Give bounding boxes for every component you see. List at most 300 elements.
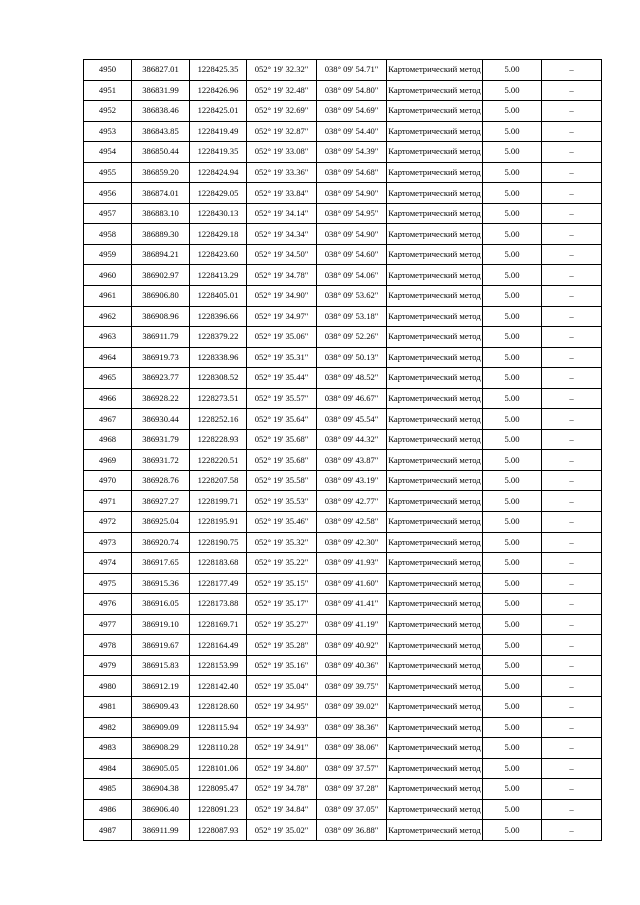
longitude-cell: 038° 09' 37.57"	[317, 758, 387, 779]
y-coordinate-cell: 1228425.01	[190, 101, 247, 122]
table-row	[84, 388, 602, 409]
y-coordinate-cell: 1228419.49	[190, 121, 247, 142]
point-number-cell: 4954	[84, 142, 132, 163]
table-row	[84, 491, 602, 512]
point-number-cell: 4983	[84, 738, 132, 759]
method-cell: Картометрический метод	[387, 203, 483, 224]
point-number-cell: 4967	[84, 409, 132, 430]
x-coordinate-cell: 386908.96	[132, 306, 190, 327]
longitude-cell: 038° 09' 41.93"	[317, 553, 387, 574]
latitude-cell: 052° 19' 33.08"	[247, 142, 317, 163]
latitude-cell: 052° 19' 34.91"	[247, 738, 317, 759]
latitude-cell: 052° 19' 35.15"	[247, 573, 317, 594]
x-coordinate-cell: 386827.01	[132, 60, 190, 81]
accuracy-cell: 5.00	[483, 203, 542, 224]
note-cell: –	[542, 409, 602, 430]
y-coordinate-cell: 1228142.40	[190, 676, 247, 697]
point-number-cell: 4951	[84, 80, 132, 101]
note-cell: –	[542, 265, 602, 286]
accuracy-cell: 5.00	[483, 265, 542, 286]
latitude-cell: 052° 19' 35.17"	[247, 594, 317, 615]
table-row	[84, 470, 602, 491]
longitude-cell: 038° 09' 54.90"	[317, 183, 387, 204]
point-number-cell: 4981	[84, 696, 132, 717]
y-coordinate-cell: 1228183.68	[190, 553, 247, 574]
method-cell: Картометрический метод	[387, 758, 483, 779]
note-cell: –	[542, 327, 602, 348]
method-cell: Картометрический метод	[387, 368, 483, 389]
longitude-cell: 038° 09' 53.18"	[317, 306, 387, 327]
latitude-cell: 052° 19' 35.58"	[247, 470, 317, 491]
note-cell: –	[542, 80, 602, 101]
longitude-cell: 038° 09' 54.80"	[317, 80, 387, 101]
note-cell: –	[542, 368, 602, 389]
x-coordinate-cell: 386912.19	[132, 676, 190, 697]
note-cell: –	[542, 429, 602, 450]
method-cell: Картометрический метод	[387, 532, 483, 553]
latitude-cell: 052° 19' 35.68"	[247, 429, 317, 450]
longitude-cell: 038° 09' 40.36"	[317, 655, 387, 676]
accuracy-cell: 5.00	[483, 327, 542, 348]
note-cell: –	[542, 101, 602, 122]
method-cell: Картометрический метод	[387, 244, 483, 265]
note-cell: –	[542, 450, 602, 471]
y-coordinate-cell: 1228424.94	[190, 162, 247, 183]
point-number-cell: 4970	[84, 470, 132, 491]
y-coordinate-cell: 1228101.06	[190, 758, 247, 779]
table-row	[84, 614, 602, 635]
longitude-cell: 038° 09' 41.19"	[317, 614, 387, 635]
latitude-cell: 052° 19' 33.36"	[247, 162, 317, 183]
longitude-cell: 038° 09' 43.87"	[317, 450, 387, 471]
point-number-cell: 4950	[84, 60, 132, 81]
accuracy-cell: 5.00	[483, 244, 542, 265]
table-row	[84, 799, 602, 820]
y-coordinate-cell: 1228087.93	[190, 820, 247, 841]
accuracy-cell: 5.00	[483, 553, 542, 574]
longitude-cell: 038° 09' 54.95"	[317, 203, 387, 224]
latitude-cell: 052° 19' 34.78"	[247, 265, 317, 286]
longitude-cell: 038° 09' 42.58"	[317, 512, 387, 533]
note-cell: –	[542, 717, 602, 738]
table-row	[84, 676, 602, 697]
method-cell: Картометрический метод	[387, 594, 483, 615]
method-cell: Картометрический метод	[387, 450, 483, 471]
accuracy-cell: 5.00	[483, 696, 542, 717]
longitude-cell: 038° 09' 54.40"	[317, 121, 387, 142]
point-number-cell: 4956	[84, 183, 132, 204]
point-number-cell: 4969	[84, 450, 132, 471]
longitude-cell: 038° 09' 42.30"	[317, 532, 387, 553]
table-row	[84, 203, 602, 224]
point-number-cell: 4952	[84, 101, 132, 122]
method-cell: Картометрический метод	[387, 655, 483, 676]
accuracy-cell: 5.00	[483, 286, 542, 307]
note-cell: –	[542, 532, 602, 553]
method-cell: Картометрический метод	[387, 820, 483, 841]
x-coordinate-cell: 386831.99	[132, 80, 190, 101]
method-cell: Картометрический метод	[387, 306, 483, 327]
method-cell: Картометрический метод	[387, 717, 483, 738]
accuracy-cell: 5.00	[483, 758, 542, 779]
note-cell: –	[542, 388, 602, 409]
latitude-cell: 052° 19' 35.04"	[247, 676, 317, 697]
y-coordinate-cell: 1228195.91	[190, 512, 247, 533]
y-coordinate-cell: 1228095.47	[190, 779, 247, 800]
y-coordinate-cell: 1228199.71	[190, 491, 247, 512]
y-coordinate-cell: 1228164.49	[190, 635, 247, 656]
longitude-cell: 038° 09' 37.05"	[317, 799, 387, 820]
table-row	[84, 594, 602, 615]
latitude-cell: 052° 19' 35.32"	[247, 532, 317, 553]
accuracy-cell: 5.00	[483, 532, 542, 553]
latitude-cell: 052° 19' 35.31"	[247, 347, 317, 368]
method-cell: Картометрический метод	[387, 388, 483, 409]
method-cell: Картометрический метод	[387, 347, 483, 368]
y-coordinate-cell: 1228207.58	[190, 470, 247, 491]
table-row	[84, 429, 602, 450]
note-cell: –	[542, 162, 602, 183]
point-number-cell: 4982	[84, 717, 132, 738]
x-coordinate-cell: 386928.76	[132, 470, 190, 491]
point-number-cell: 4966	[84, 388, 132, 409]
note-cell: –	[542, 224, 602, 245]
table-row	[84, 265, 602, 286]
latitude-cell: 052° 19' 34.84"	[247, 799, 317, 820]
note-cell: –	[542, 696, 602, 717]
table-row	[84, 368, 602, 389]
longitude-cell: 038° 09' 54.39"	[317, 142, 387, 163]
x-coordinate-cell: 386919.73	[132, 347, 190, 368]
point-number-cell: 4959	[84, 244, 132, 265]
latitude-cell: 052° 19' 35.57"	[247, 388, 317, 409]
table-row	[84, 80, 602, 101]
point-number-cell: 4953	[84, 121, 132, 142]
accuracy-cell: 5.00	[483, 306, 542, 327]
table-row	[84, 409, 602, 430]
y-coordinate-cell: 1228110.28	[190, 738, 247, 759]
table-row	[84, 738, 602, 759]
y-coordinate-cell: 1228190.75	[190, 532, 247, 553]
x-coordinate-cell: 386838.46	[132, 101, 190, 122]
longitude-cell: 038° 09' 37.28"	[317, 779, 387, 800]
x-coordinate-cell: 386909.43	[132, 696, 190, 717]
point-number-cell: 4957	[84, 203, 132, 224]
accuracy-cell: 5.00	[483, 224, 542, 245]
x-coordinate-cell: 386889.30	[132, 224, 190, 245]
point-number-cell: 4960	[84, 265, 132, 286]
point-number-cell: 4955	[84, 162, 132, 183]
method-cell: Картометрический метод	[387, 696, 483, 717]
point-number-cell: 4984	[84, 758, 132, 779]
method-cell: Картометрический метод	[387, 799, 483, 820]
point-number-cell: 4980	[84, 676, 132, 697]
accuracy-cell: 5.00	[483, 655, 542, 676]
y-coordinate-cell: 1228338.96	[190, 347, 247, 368]
note-cell: –	[542, 491, 602, 512]
latitude-cell: 052° 19' 34.80"	[247, 758, 317, 779]
longitude-cell: 038° 09' 53.62"	[317, 286, 387, 307]
accuracy-cell: 5.00	[483, 450, 542, 471]
point-number-cell: 4971	[84, 491, 132, 512]
note-cell: –	[542, 142, 602, 163]
point-number-cell: 4974	[84, 553, 132, 574]
x-coordinate-cell: 386927.27	[132, 491, 190, 512]
accuracy-cell: 5.00	[483, 368, 542, 389]
table-row	[84, 224, 602, 245]
longitude-cell: 038° 09' 54.68"	[317, 162, 387, 183]
accuracy-cell: 5.00	[483, 429, 542, 450]
x-coordinate-cell: 386874.01	[132, 183, 190, 204]
note-cell: –	[542, 470, 602, 491]
y-coordinate-cell: 1228429.05	[190, 183, 247, 204]
y-coordinate-cell: 1228413.29	[190, 265, 247, 286]
longitude-cell: 038° 09' 54.60"	[317, 244, 387, 265]
accuracy-cell: 5.00	[483, 573, 542, 594]
longitude-cell: 038° 09' 38.06"	[317, 738, 387, 759]
note-cell: –	[542, 121, 602, 142]
y-coordinate-cell: 1228115.94	[190, 717, 247, 738]
method-cell: Картометрический метод	[387, 142, 483, 163]
table-row	[84, 327, 602, 348]
latitude-cell: 052° 19' 35.22"	[247, 553, 317, 574]
latitude-cell: 052° 19' 33.84"	[247, 183, 317, 204]
y-coordinate-cell: 1228308.52	[190, 368, 247, 389]
x-coordinate-cell: 386902.97	[132, 265, 190, 286]
x-coordinate-cell: 386917.65	[132, 553, 190, 574]
accuracy-cell: 5.00	[483, 779, 542, 800]
x-coordinate-cell: 386925.04	[132, 512, 190, 533]
latitude-cell: 052° 19' 34.90"	[247, 286, 317, 307]
point-number-cell: 4978	[84, 635, 132, 656]
note-cell: –	[542, 244, 602, 265]
longitude-cell: 038° 09' 54.71"	[317, 60, 387, 81]
point-number-cell: 4985	[84, 779, 132, 800]
x-coordinate-cell: 386883.10	[132, 203, 190, 224]
method-cell: Картометрический метод	[387, 183, 483, 204]
y-coordinate-cell: 1228425.35	[190, 60, 247, 81]
latitude-cell: 052° 19' 35.53"	[247, 491, 317, 512]
note-cell: –	[542, 512, 602, 533]
table-row	[84, 635, 602, 656]
point-number-cell: 4963	[84, 327, 132, 348]
latitude-cell: 052° 19' 35.06"	[247, 327, 317, 348]
method-cell: Картометрический метод	[387, 224, 483, 245]
coordinates-table-body	[84, 60, 602, 841]
x-coordinate-cell: 386916.05	[132, 594, 190, 615]
note-cell: –	[542, 779, 602, 800]
y-coordinate-cell: 1228405.01	[190, 286, 247, 307]
x-coordinate-cell: 386920.74	[132, 532, 190, 553]
method-cell: Картометрический метод	[387, 614, 483, 635]
y-coordinate-cell: 1228153.99	[190, 655, 247, 676]
y-coordinate-cell: 1228423.60	[190, 244, 247, 265]
note-cell: –	[542, 60, 602, 81]
table-row	[84, 121, 602, 142]
y-coordinate-cell: 1228426.96	[190, 80, 247, 101]
table-row	[84, 820, 602, 841]
x-coordinate-cell: 386905.05	[132, 758, 190, 779]
y-coordinate-cell: 1228430.13	[190, 203, 247, 224]
table-row	[84, 553, 602, 574]
point-number-cell: 4976	[84, 594, 132, 615]
y-coordinate-cell: 1228379.22	[190, 327, 247, 348]
accuracy-cell: 5.00	[483, 491, 542, 512]
longitude-cell: 038° 09' 54.06"	[317, 265, 387, 286]
latitude-cell: 052° 19' 32.48"	[247, 80, 317, 101]
note-cell: –	[542, 738, 602, 759]
method-cell: Картометрический метод	[387, 573, 483, 594]
note-cell: –	[542, 183, 602, 204]
latitude-cell: 052° 19' 34.97"	[247, 306, 317, 327]
y-coordinate-cell: 1228252.16	[190, 409, 247, 430]
x-coordinate-cell: 386928.22	[132, 388, 190, 409]
method-cell: Картометрический метод	[387, 327, 483, 348]
point-number-cell: 4979	[84, 655, 132, 676]
longitude-cell: 038° 09' 40.92"	[317, 635, 387, 656]
accuracy-cell: 5.00	[483, 409, 542, 430]
method-cell: Картометрический метод	[387, 512, 483, 533]
x-coordinate-cell: 386894.21	[132, 244, 190, 265]
note-cell: –	[542, 553, 602, 574]
accuracy-cell: 5.00	[483, 635, 542, 656]
table-row	[84, 142, 602, 163]
x-coordinate-cell: 386911.79	[132, 327, 190, 348]
accuracy-cell: 5.00	[483, 162, 542, 183]
accuracy-cell: 5.00	[483, 512, 542, 533]
accuracy-cell: 5.00	[483, 738, 542, 759]
method-cell: Картометрический метод	[387, 635, 483, 656]
method-cell: Картометрический метод	[387, 470, 483, 491]
method-cell: Картометрический метод	[387, 80, 483, 101]
x-coordinate-cell: 386859.20	[132, 162, 190, 183]
method-cell: Картометрический метод	[387, 779, 483, 800]
longitude-cell: 038° 09' 38.36"	[317, 717, 387, 738]
table-row	[84, 655, 602, 676]
latitude-cell: 052° 19' 35.46"	[247, 512, 317, 533]
longitude-cell: 038° 09' 36.88"	[317, 820, 387, 841]
x-coordinate-cell: 386909.09	[132, 717, 190, 738]
longitude-cell: 038° 09' 50.13"	[317, 347, 387, 368]
method-cell: Картометрический метод	[387, 429, 483, 450]
latitude-cell: 052° 19' 35.16"	[247, 655, 317, 676]
note-cell: –	[542, 655, 602, 676]
note-cell: –	[542, 594, 602, 615]
accuracy-cell: 5.00	[483, 676, 542, 697]
method-cell: Картометрический метод	[387, 162, 483, 183]
x-coordinate-cell: 386930.44	[132, 409, 190, 430]
point-number-cell: 4961	[84, 286, 132, 307]
latitude-cell: 052° 19' 34.14"	[247, 203, 317, 224]
x-coordinate-cell: 386915.36	[132, 573, 190, 594]
table-row	[84, 244, 602, 265]
longitude-cell: 038° 09' 48.52"	[317, 368, 387, 389]
x-coordinate-cell: 386904.38	[132, 779, 190, 800]
x-coordinate-cell: 386931.79	[132, 429, 190, 450]
table-row	[84, 183, 602, 204]
note-cell: –	[542, 203, 602, 224]
longitude-cell: 038° 09' 54.90"	[317, 224, 387, 245]
x-coordinate-cell: 386843.85	[132, 121, 190, 142]
latitude-cell: 052° 19' 32.69"	[247, 101, 317, 122]
point-number-cell: 4972	[84, 512, 132, 533]
y-coordinate-cell: 1228169.71	[190, 614, 247, 635]
table-row	[84, 573, 602, 594]
y-coordinate-cell: 1228173.88	[190, 594, 247, 615]
x-coordinate-cell: 386908.29	[132, 738, 190, 759]
y-coordinate-cell: 1228429.18	[190, 224, 247, 245]
accuracy-cell: 5.00	[483, 820, 542, 841]
note-cell: –	[542, 635, 602, 656]
note-cell: –	[542, 758, 602, 779]
point-number-cell: 4987	[84, 820, 132, 841]
x-coordinate-cell: 386915.83	[132, 655, 190, 676]
accuracy-cell: 5.00	[483, 799, 542, 820]
table-row	[84, 512, 602, 533]
note-cell: –	[542, 286, 602, 307]
longitude-cell: 038° 09' 39.02"	[317, 696, 387, 717]
accuracy-cell: 5.00	[483, 101, 542, 122]
method-cell: Картометрический метод	[387, 553, 483, 574]
table-row	[84, 450, 602, 471]
x-coordinate-cell: 386923.77	[132, 368, 190, 389]
y-coordinate-cell: 1228396.66	[190, 306, 247, 327]
table-row	[84, 101, 602, 122]
longitude-cell: 038° 09' 41.60"	[317, 573, 387, 594]
longitude-cell: 038° 09' 43.19"	[317, 470, 387, 491]
table-row	[84, 717, 602, 738]
point-number-cell: 4968	[84, 429, 132, 450]
longitude-cell: 038° 09' 45.54"	[317, 409, 387, 430]
x-coordinate-cell: 386906.80	[132, 286, 190, 307]
latitude-cell: 052° 19' 35.02"	[247, 820, 317, 841]
point-number-cell: 4964	[84, 347, 132, 368]
method-cell: Картометрический метод	[387, 60, 483, 81]
longitude-cell: 038° 09' 42.77"	[317, 491, 387, 512]
x-coordinate-cell: 386931.72	[132, 450, 190, 471]
note-cell: –	[542, 676, 602, 697]
point-number-cell: 4973	[84, 532, 132, 553]
point-number-cell: 4958	[84, 224, 132, 245]
latitude-cell: 052° 19' 34.50"	[247, 244, 317, 265]
longitude-cell: 038° 09' 54.69"	[317, 101, 387, 122]
accuracy-cell: 5.00	[483, 60, 542, 81]
latitude-cell: 052° 19' 35.44"	[247, 368, 317, 389]
table-row	[84, 347, 602, 368]
accuracy-cell: 5.00	[483, 614, 542, 635]
point-number-cell: 4965	[84, 368, 132, 389]
point-number-cell: 4975	[84, 573, 132, 594]
longitude-cell: 038° 09' 39.75"	[317, 676, 387, 697]
latitude-cell: 052° 19' 35.64"	[247, 409, 317, 430]
latitude-cell: 052° 19' 35.28"	[247, 635, 317, 656]
method-cell: Картометрический метод	[387, 121, 483, 142]
table-row	[84, 532, 602, 553]
point-number-cell: 4977	[84, 614, 132, 635]
method-cell: Картометрический метод	[387, 409, 483, 430]
latitude-cell: 052° 19' 32.32"	[247, 60, 317, 81]
latitude-cell: 052° 19' 34.34"	[247, 224, 317, 245]
note-cell: –	[542, 573, 602, 594]
note-cell: –	[542, 820, 602, 841]
latitude-cell: 052° 19' 34.78"	[247, 779, 317, 800]
y-coordinate-cell: 1228091.23	[190, 799, 247, 820]
x-coordinate-cell: 386906.40	[132, 799, 190, 820]
table-row	[84, 696, 602, 717]
method-cell: Картометрический метод	[387, 286, 483, 307]
accuracy-cell: 5.00	[483, 470, 542, 491]
y-coordinate-cell: 1228419.35	[190, 142, 247, 163]
